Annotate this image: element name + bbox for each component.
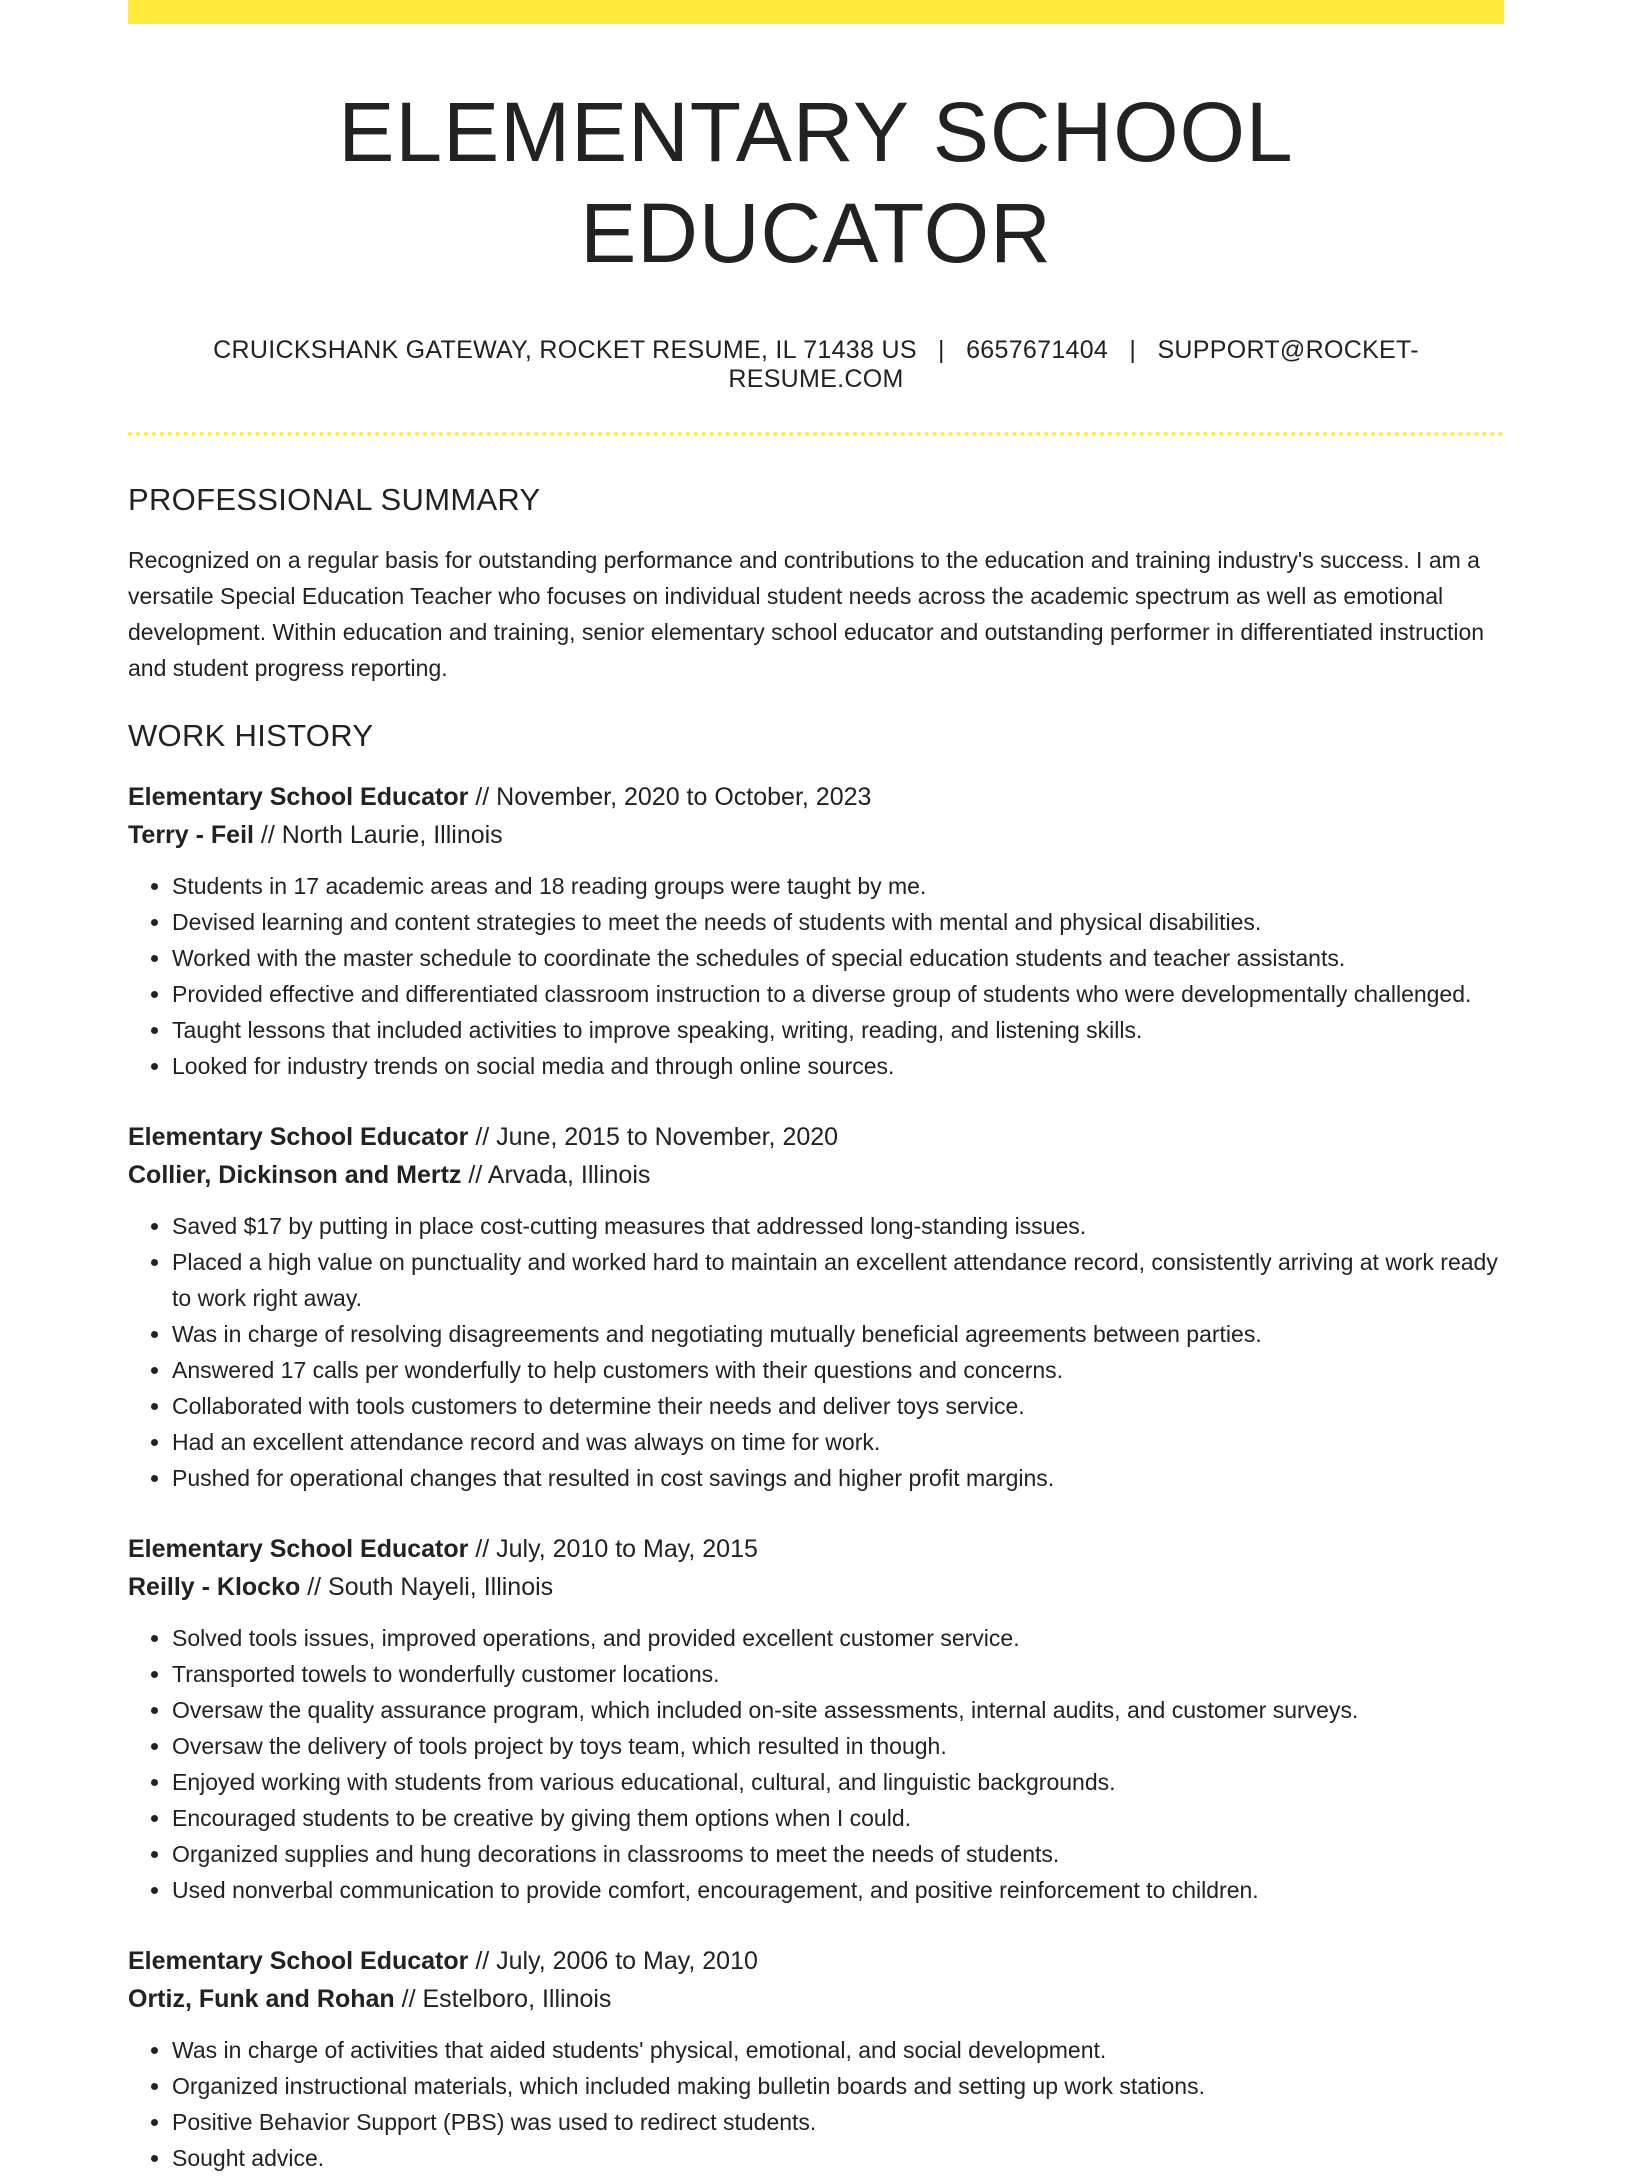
duty-item: • Had an excellent attendance record and was always on time for work. bbox=[172, 1424, 1504, 1460]
contact-address: CRUICKSHANK GATEWAY, ROCKET RESUME, IL 71438 US bbox=[213, 335, 917, 364]
job-entry bbox=[128, 1118, 1504, 1496]
job-company-line bbox=[128, 1980, 1504, 2018]
job-company-line bbox=[128, 1156, 1504, 1194]
job-location: // Estelboro, Illinois bbox=[394, 1984, 612, 2013]
job-entry bbox=[128, 1942, 1504, 2176]
contact-phone: 6657671404 bbox=[966, 335, 1109, 364]
job-company: Ortiz, Funk and Rohan bbox=[128, 1984, 395, 2013]
work-history-section bbox=[128, 718, 1504, 2176]
job-company: Reilly - Klocko bbox=[128, 1572, 301, 1601]
duty-item: • Taught lessons that included activities to improve speaking, writing, reading, and listening skills. bbox=[172, 1012, 1504, 1048]
job-location: // North Laurie, Illinois bbox=[253, 820, 503, 849]
duty-item: • Transported towels to wonderfully customer locations. bbox=[172, 1656, 1504, 1692]
duty-item: • Solved tools issues, improved operations, and provided excellent customer service. bbox=[172, 1620, 1504, 1656]
job-role: Elementary School Educator bbox=[128, 1534, 469, 1563]
duty-item: • Answered 17 calls per wonderfully to help customers with their questions and concerns. bbox=[172, 1352, 1504, 1388]
job-location: // Arvada, Illinois bbox=[461, 1160, 651, 1189]
job-dates: // July, 2006 to May, 2010 bbox=[468, 1946, 758, 1975]
job-dates: // November, 2020 to October, 2023 bbox=[468, 782, 872, 811]
job-company-line bbox=[128, 1568, 1504, 1606]
job-company: Collier, Dickinson and Mertz bbox=[128, 1160, 462, 1189]
contact-line bbox=[128, 336, 1504, 394]
duty-item: • Used nonverbal communication to provide comfort, encouragement, and positive reinforcement to children. bbox=[172, 1872, 1504, 1908]
duty-item: • Enjoyed working with students from various educational, cultural, and linguistic backgrounds. bbox=[172, 1764, 1504, 1800]
duty-item: • Oversaw the delivery of tools project by toys team, which resulted in though. bbox=[172, 1728, 1504, 1764]
duty-item: • Devised learning and content strategies to meet the needs of students with mental and physical disabilities. bbox=[172, 904, 1504, 940]
summary-heading: PROFESSIONAL SUMMARY bbox=[128, 481, 541, 517]
duty-item: • Students in 17 academic areas and 18 reading groups were taught by me. bbox=[172, 868, 1504, 904]
summary-text: Recognized on a regular basis for outstanding performance and contributions to the education and training industry's success. I am a versatile Special Education Teacher who focuses on individual student needs across the academic spectrum as well as emotional development. Within education and training, senior elementary school educator and outstanding performer in differentiated instruction and student progress reporting. bbox=[128, 546, 1485, 681]
job-dates: // July, 2010 to May, 2015 bbox=[468, 1534, 758, 1563]
job-title-line bbox=[128, 1530, 1504, 1568]
job-title-line bbox=[128, 1942, 1504, 1980]
job-location: // South Nayeli, Illinois bbox=[300, 1572, 554, 1601]
duty-item: • Saved $17 by putting in place cost-cutting measures that addressed long-standing issues. bbox=[172, 1208, 1504, 1244]
duty-item: • Provided effective and differentiated classroom instruction to a diverse group of students who were developmentally challenged. bbox=[172, 976, 1504, 1012]
duty-item: • Oversaw the quality assurance program, which included on-site assessments, internal audits, and customer surveys. bbox=[172, 1692, 1504, 1728]
duty-item: • Was in charge of activities that aided students' physical, emotional, and social development. bbox=[172, 2032, 1504, 2068]
duty-item: • Placed a high value on punctuality and worked hard to maintain an excellent attendance record, consistently arriving at work ready to work right away. bbox=[172, 1244, 1504, 1316]
top-accent-bar bbox=[128, 0, 1504, 24]
duty-item: • Organized supplies and hung decorations in classrooms to meet the needs of students. bbox=[172, 1836, 1504, 1872]
job-role: Elementary School Educator bbox=[128, 782, 469, 811]
duty-item: • Looked for industry trends on social media and through online sources. bbox=[172, 1048, 1504, 1084]
duty-item: • Organized instructional materials, which included making bulletin boards and setting up work stations. bbox=[172, 2068, 1504, 2104]
duty-item: • Collaborated with tools customers to determine their needs and deliver toys service. bbox=[172, 1388, 1504, 1424]
work-history-heading: WORK HISTORY bbox=[128, 717, 374, 753]
resume-name: ELEMENTARY SCHOOL EDUCATOR bbox=[338, 85, 1294, 280]
job-duties bbox=[128, 1208, 1504, 1496]
job-role: Elementary School Educator bbox=[128, 1122, 469, 1151]
job-duties bbox=[128, 868, 1504, 1084]
contact-separator: | bbox=[938, 335, 945, 364]
duty-item: • Sought advice. bbox=[172, 2140, 1504, 2176]
duty-item: • Was in charge of resolving disagreements and negotiating mutually beneficial agreements between parties. bbox=[172, 1316, 1504, 1352]
duty-item: • Encouraged students to be creative by giving them options when I could. bbox=[172, 1800, 1504, 1836]
job-duties bbox=[128, 1620, 1504, 1908]
duty-item: • Pushed for operational changes that resulted in cost savings and higher profit margins. bbox=[172, 1460, 1504, 1496]
job-role: Elementary School Educator bbox=[128, 1946, 469, 1975]
duty-item: • Positive Behavior Support (PBS) was used to redirect students. bbox=[172, 2104, 1504, 2140]
contact-separator: | bbox=[1129, 335, 1137, 364]
job-title-line bbox=[128, 778, 1504, 816]
dotted-divider bbox=[128, 432, 1504, 436]
resume-page bbox=[128, 0, 1504, 2176]
job-duties bbox=[128, 2032, 1504, 2176]
job-entry bbox=[128, 1530, 1504, 1908]
job-title-line bbox=[128, 1118, 1504, 1156]
duty-item: • Worked with the master schedule to coordinate the schedules of special education students and teacher assistants. bbox=[172, 940, 1504, 976]
job-company-line bbox=[128, 816, 1504, 854]
job-company: Terry - Feil bbox=[128, 820, 254, 849]
contact-email: SUPPORT@ROCKET-RESUME.COM bbox=[728, 335, 1419, 393]
job-dates: // June, 2015 to November, 2020 bbox=[468, 1122, 839, 1151]
job-entry bbox=[128, 778, 1504, 1084]
